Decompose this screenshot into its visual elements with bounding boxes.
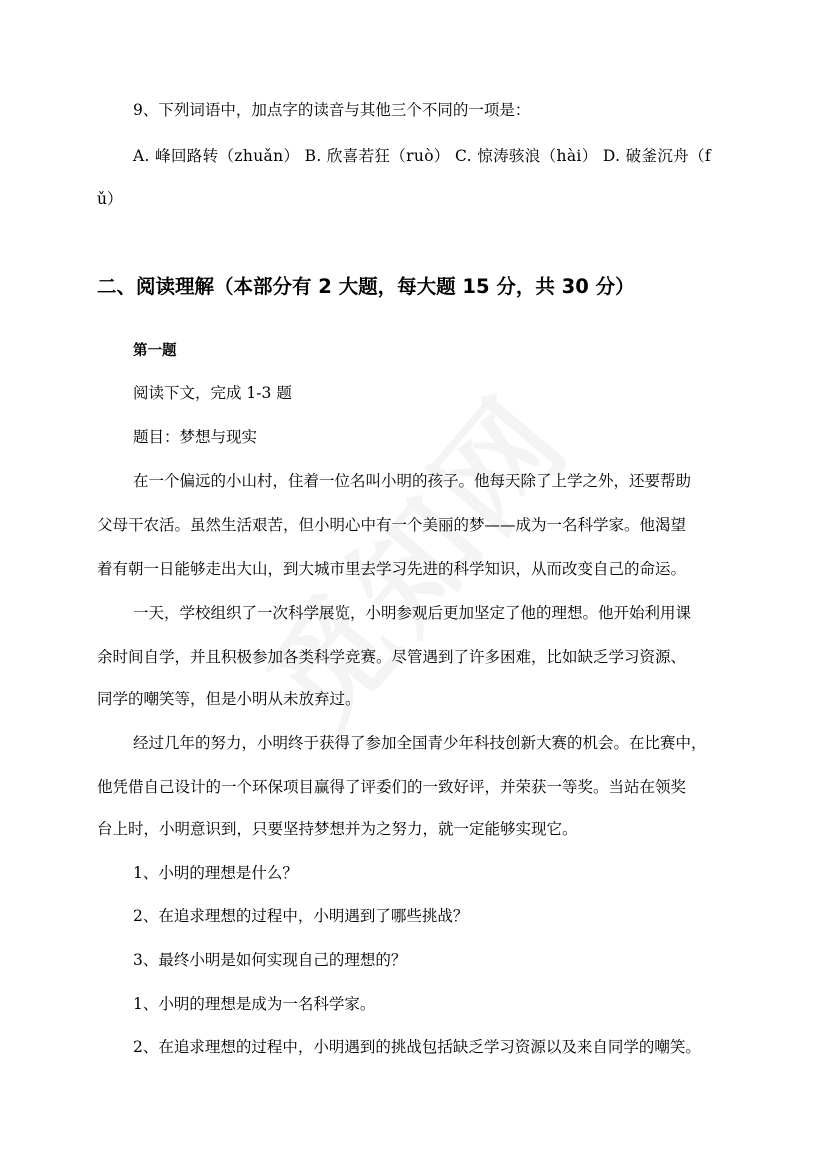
question-2: 2、在追求理想的过程中，小明遇到了哪些挑战？ xyxy=(133,907,469,925)
question-9-prompt: 9、下列词语中，加点字的读音与其他三个不同的一项是： xyxy=(133,101,531,119)
question-1: 1、小明的理想是什么？ xyxy=(133,864,298,882)
paragraph-1-line-2: 父母干农活。虽然生活艰苦，但小明心中有一个美丽的梦——成为一名科学家。他渴望 xyxy=(97,516,687,534)
question-3: 3、最终小明是如何实现自己的理想的？ xyxy=(133,951,407,969)
question-9-options-continued: ǔ） xyxy=(97,190,123,208)
paragraph-3-line-2: 他凭借自己设计的一个环保项目赢得了评委们的一致好评，并荣获一等奖。当站在领奖 xyxy=(97,778,687,796)
paragraph-2-line-1: 一天，学校组织了一次科学展览，小明参观后更加坚定了他的理想。他开始利用课 xyxy=(133,604,692,622)
passage-label: 第一题 xyxy=(133,343,177,359)
answer-1: 1、小明的理想是成为一名科学家。 xyxy=(133,995,376,1013)
paragraph-3-line-1: 经过几年的努力，小明终于获得了参加全国青少年科技创新大赛的机会。在比赛中， xyxy=(133,734,707,752)
passage-title: 题目：梦想与现实 xyxy=(133,428,258,446)
paragraph-1-line-1: 在一个偏远的小山村，住着一位名叫小明的孩子。他每天除了上学之外，还要帮助 xyxy=(133,472,692,490)
paragraph-1-line-3: 着有朝一日能够走出大山，到大城市里去学习先进的科学知识，从而改变自己的命运。 xyxy=(97,560,687,578)
passage-instruction: 阅读下文，完成 1-3 题 xyxy=(133,384,292,402)
paragraph-3-line-3: 台上时，小明意识到，只要坚持梦想并为之努力，就一定能够实现它。 xyxy=(97,820,578,838)
question-9-options: A. 峰回路转（zhuǎn） B. 欣喜若狂（ruò） C. 惊涛骇浪（hài） D. 破釜沉舟（f xyxy=(133,147,711,165)
paragraph-2-line-2: 余时间自学，并且积极参加各类科学竞赛。尽管遇到了许多困难，比如缺乏学习资源、 xyxy=(97,648,687,666)
section-heading: 二、阅读理解（本部分有 2 大题，每大题 15 分，共 30 分） xyxy=(97,275,635,298)
paragraph-2-line-3: 同学的嘲笑等，但是小明从未放弃过。 xyxy=(97,690,361,708)
answer-2: 2、在追求理想的过程中，小明遇到的挑战包括缺乏学习资源以及来自同学的嘲笑。 xyxy=(133,1038,701,1056)
